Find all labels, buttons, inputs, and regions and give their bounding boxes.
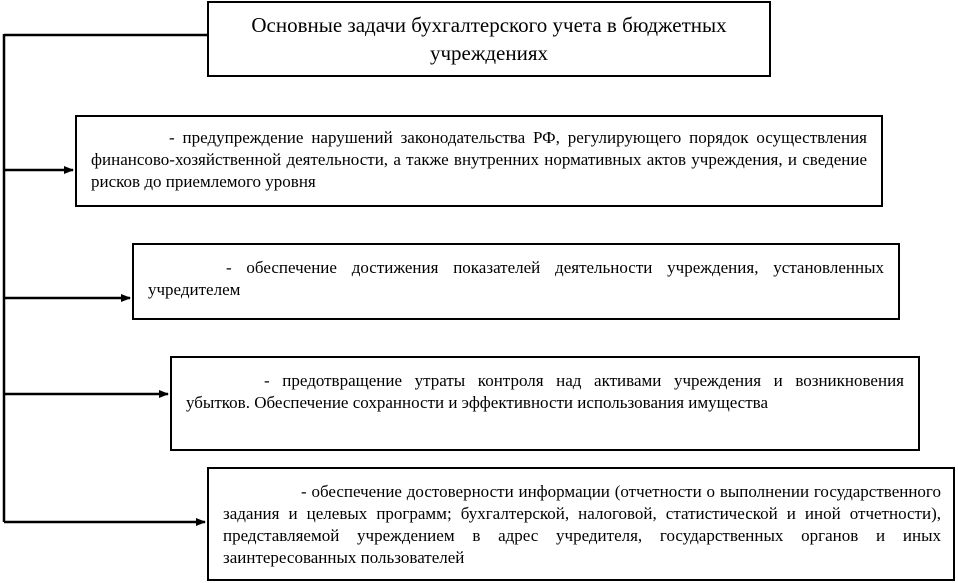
task-text-1: - предупреждение нарушений законодательства РФ, регулирующего порядок осуществления финансово-хозяйственной деятельности, а также внутренних нормативных актов учреждения, и сведение рисков до приемлемого уровня xyxy=(91,128,867,191)
task-text-3: - предотвращение утраты контроля над активами учреждения и возникновения убытков. Обеспечение сохранности и эффективности использования имущества xyxy=(186,371,904,412)
task-box-4 xyxy=(207,467,955,581)
task-box-3 xyxy=(170,356,920,451)
title-text: Основные задачи бухгалтерского учета в бюджетных учреждениях xyxy=(251,13,727,65)
task-text-4: - обеспечение достоверности информации (отчетности о выполнении государственного задания и целевых программ; бухгалтерской, налоговой, статистической и иной отчетности), представляемой учреждением в адрес учредителя, государственных органов и иных заинтересованных пользователей xyxy=(223,482,941,567)
task-text-2: - обеспечение достижения показателей деятельности учреждения, установленных учредителем xyxy=(148,258,884,299)
task-box-1 xyxy=(75,115,883,207)
title-box xyxy=(207,1,771,77)
task-box-2 xyxy=(132,243,900,320)
